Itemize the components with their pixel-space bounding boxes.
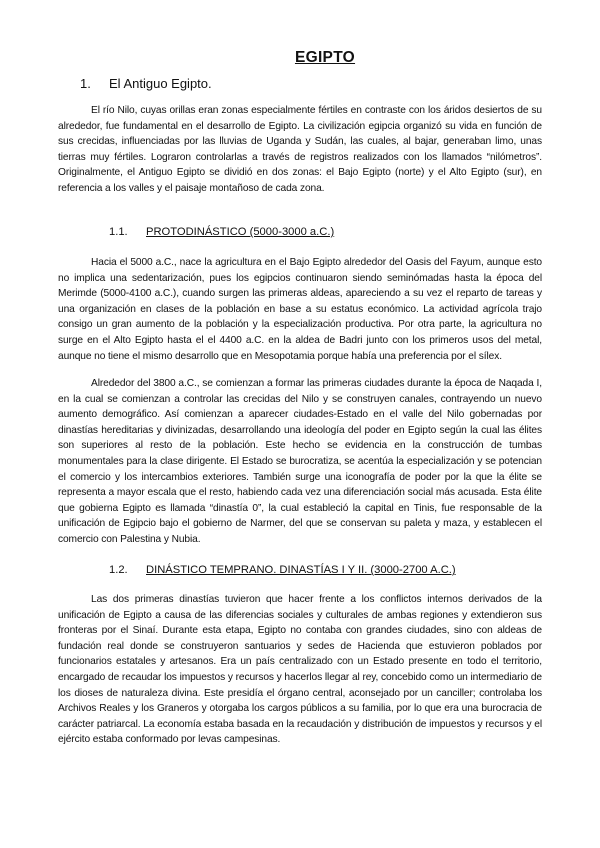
section-1-1-paragraph-1: Hacia el 5000 a.C., nace la agricultura en el Bajo Egipto alrededor del Oasis del Fayum, aunque esto no implica una sedentarización, pues los egipcios continuaron siendo seminómadas hasta la época del Merimde (5000-4100 a.C.), cuando surgen las primeras aldeas, apareciendo a su vez el reparto de tareas y una organización en clases de la población en base a su estatus económico. La actividad agrícola trajo consigo un gran aumento de la población y la especialización productiva. Por otra parte, la agricultura no surge en el Alto Egipto hasta el el 4400 a.C. en la aldea de Badri junto con los primeros usos del metal, aunque no tiene el mismo desarrollo que en Mesopotamia porque había una preferencia por el sílex. [58, 257, 542, 362]
section-1-2-number: 1.2. [109, 564, 128, 576]
section-1-1-number: 1.1. [109, 226, 128, 238]
document-title: EGIPTO [294, 49, 356, 66]
section-1-paragraph: El río Nilo, cuyas orillas eran zonas especialmente fértiles en contraste con los áridos desiertos de su alrededor, fue fundamental en el desarrollo de Egipto. La civilización egipcia organizó su vida en función de sus crecidas, influenciadas por las lluvias de Uganda y Sudán, las cuales, al bajar, generaban limo, unas tierras muy fértiles. Lograron controlarlas a través de registros realizados con los llamados “nilómetros”. Originalmente, el Antiguo Egipto se dividió en dos zonas: el Bajo Egipto (norte) y el Alto Egipto (sur), en referencia a los valles y el paisaje montañoso de cada zona. [58, 105, 542, 194]
section-1-2-heading [109, 564, 456, 576]
section-1-number: 1. [80, 76, 91, 91]
section-1-1-title: PROTODINÁSTICO (5000-3000 a.C.) [146, 226, 335, 238]
section-1-2-paragraph: Las dos primeras dinastías tuvieron que hacer frente a los conflictos internos derivados de la unificación de Egipto a causa de las diferencias sociales y culturales de ambas regiones y extendieron sus fronteras por el Sinaí. Durante esta etapa, Egipto no contaba con grandes ciudades, sino con aldeas de fundación real donde se construyeron santuarios y sedes de Hacienda que estuvieron poblados por funcionarios estatales y artesanos. Era un país centralizado con un Estado presente en todo el territorio, encargado de recaudar los impuestos y recursos y hacerlos llegar al rey, concebido como un intermediario de los dioses de naturaleza divina. Este presidía el órgano central, aconsejado por un canciller; controlaba los Archivos Reales y los Graneros y otorgaba los cargos públicos a su familia, por lo que era una burocracia de carácter patriarcal. La economía estaba basada en la recaudación y distribución de impuestos y recursos y el ejército estaba conformado por levas campesinas. [58, 594, 542, 746]
section-1-1-heading [109, 226, 334, 238]
section-1-1-paragraph-2: Alrededor del 3800 a.C., se comienzan a formar las primeras ciudades durante la época de Naqada I, en la cual se comienzan a controlar las crecidas del Nilo y se construyen canales, contrayendo un nuevo aumento demográfico. Así comienzan a aparecer ciudades-Estado en el valle del Nilo gobernadas por dinastías hereditarias y divinizadas, desarrollando una ideología del poder en Egipto según la cual las élites son superiores al resto de la población. Este hecho se evidencia en la construcción de tumbas monumentales para la clase dirigente. El Estado se burocratiza, se acentúa la especialización y se potencian el comercio y los intercambios exteriores. También surge una iconografía de poder por la que la élite se representa a mayor escala que el resto, habiendo cada vez una diferenciación social más acusada. Esta élite que gobierna Egipto es llamada “dinastía 0”, la cual estableció la capital en Tinis, fue responsable de la unificación de Egipcio bajo el gobierno de Narmer, del que se conservan su paleta y maza, y establecen el comercio con Palestina y Nubia. [58, 378, 542, 545]
section-1-2-title: DINÁSTICO TEMPRANO. DINASTÍAS I Y II. (3000-2700 A.C.) [146, 564, 456, 576]
section-1-heading [80, 76, 212, 91]
section-1-title: El Antiguo Egipto. [109, 76, 212, 91]
